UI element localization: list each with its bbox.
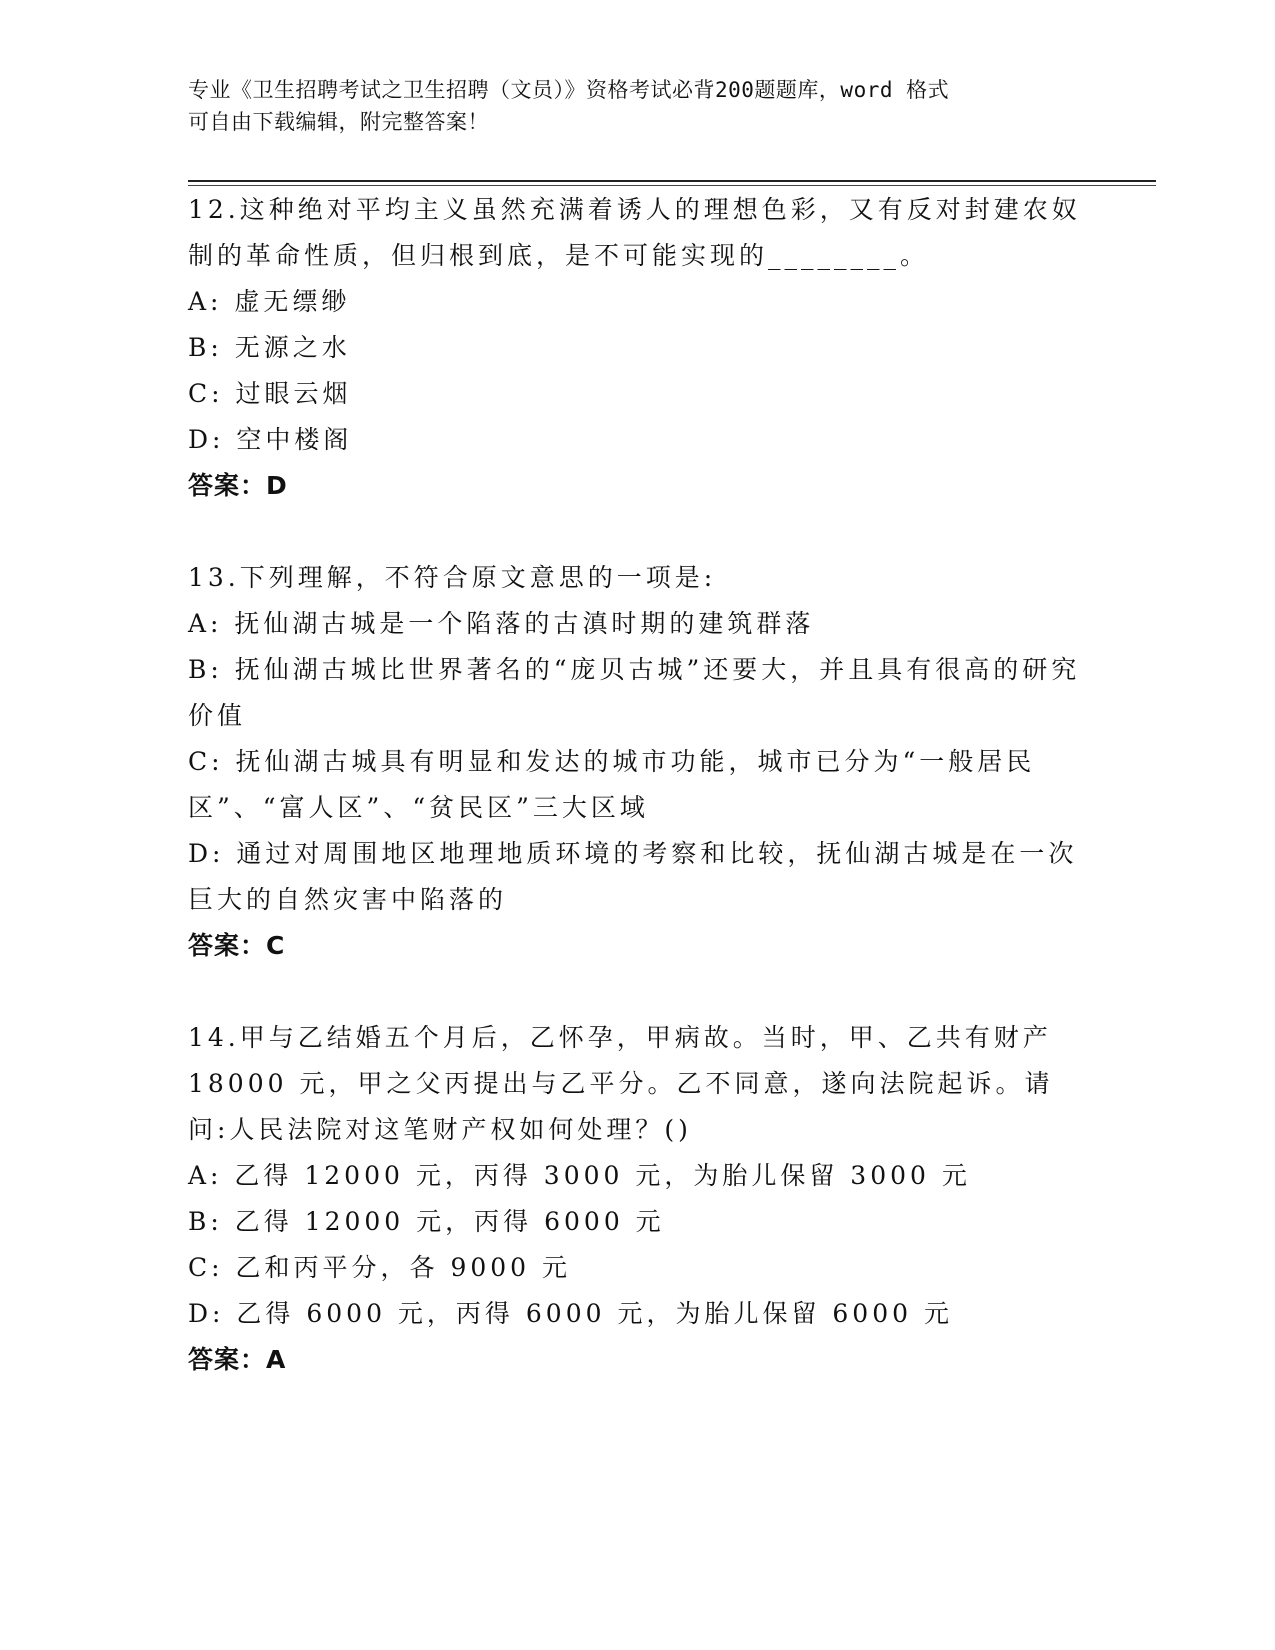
question-stem: 14.甲与乙结婚五个月后，乙怀孕，甲病故。当时，甲、乙共有财产18000 元，甲之父丙提出与乙平分。乙不同意，遂向法院起诉。请问:人民法院对这笔财产权如何处理？() <box>188 1023 1054 1144</box>
question-14 <box>188 1015 1088 1383</box>
option-b: B: 抚仙湖古城比世界著名的“庞贝古城”还要大，并且具有很高的研究价值 <box>188 655 1081 730</box>
option-d: D: 乙得 6000 元，丙得 6000 元，为胎儿保留 6000 元 <box>188 1299 953 1328</box>
answer-line: 答案：C <box>188 931 286 960</box>
option-a: A: 乙得 12000 元，丙得 3000 元，为胎儿保留 3000 元 <box>188 1161 971 1190</box>
answer-line: 答案：A <box>188 1345 287 1374</box>
question-13 <box>188 555 1088 969</box>
option-b: B: 乙得 12000 元，丙得 6000 元 <box>188 1207 665 1236</box>
option-c: C: 过眼云烟 <box>188 379 352 408</box>
option-d: D: 空中楼阁 <box>188 425 353 454</box>
document-header <box>188 74 1068 138</box>
option-a: A: 抚仙湖古城是一个陷落的古滇时期的建筑群落 <box>188 609 815 638</box>
option-c: C: 乙和丙平分，各 9000 元 <box>188 1253 572 1282</box>
option-b: B: 无源之水 <box>188 333 351 362</box>
question-12 <box>188 187 1088 509</box>
header-line-1: 专业《卫生招聘考试之卫生招聘（文员）》资格考试必背200题题库，word 格式 <box>188 78 950 102</box>
question-stem: 12.这种绝对平均主义虽然充满着诱人的理想色彩，又有反对封建农奴制的革命性质，但归根到底，是不可能实现的________。 <box>188 195 1081 270</box>
header-line-2: 可自由下载编辑，附完整答案！ <box>188 110 489 134</box>
answer-line: 答案：D <box>188 471 288 500</box>
header-divider-thin <box>188 185 1156 186</box>
header-divider-thick <box>188 180 1156 182</box>
option-a: A: 虚无缥缈 <box>188 287 351 316</box>
question-stem: 13.下列理解，不符合原文意思的一项是: <box>188 563 717 592</box>
option-c: C: 抚仙湖古城具有明显和发达的城市功能，城市已分为“一般居民区”、“富人区”、“贫民区”三大区域 <box>188 747 1036 822</box>
option-d: D: 通过对周围地区地理地质环境的考察和比较，抚仙湖古城是在一次巨大的自然灾害中陷落的 <box>188 839 1078 914</box>
